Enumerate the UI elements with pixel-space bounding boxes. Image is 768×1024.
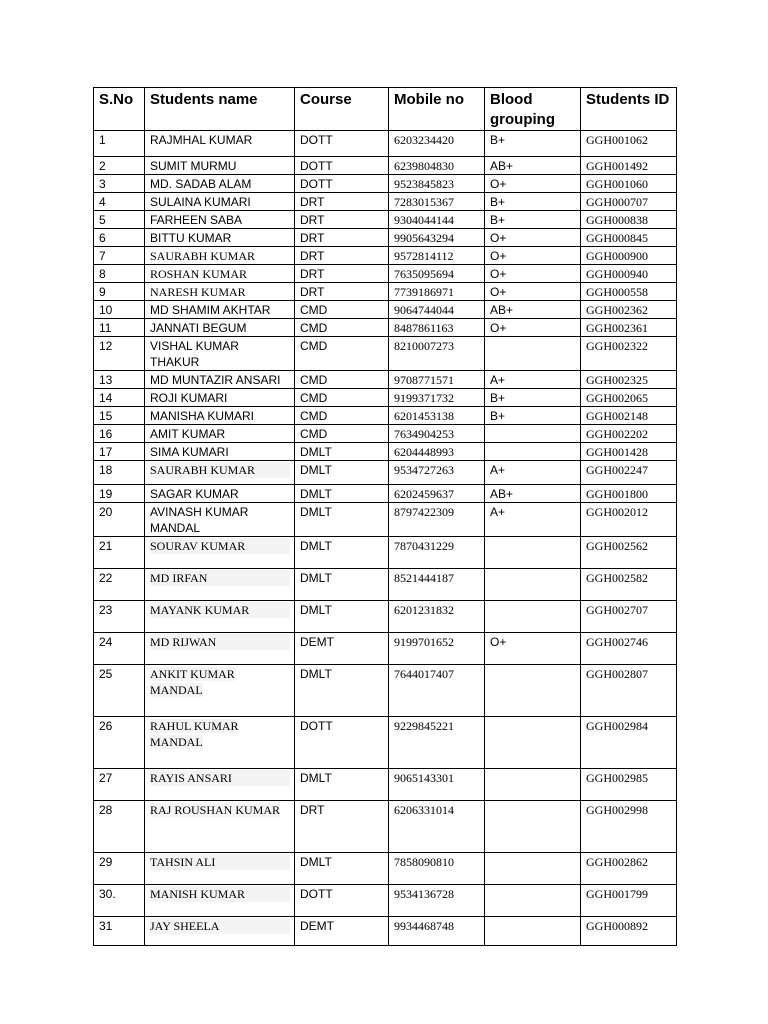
student-name-text: MD SHAMIM AKHTAR bbox=[150, 303, 271, 317]
header-students-id: Students ID bbox=[581, 88, 677, 131]
cell-course: DOTT bbox=[295, 157, 389, 175]
student-name-text: SAGAR KUMAR bbox=[150, 487, 239, 501]
cell-student-name bbox=[145, 537, 295, 569]
student-name-text: RAJ ROUSHAN KUMAR bbox=[150, 803, 281, 817]
cell-sno: 17 bbox=[94, 443, 145, 461]
cell-student-name bbox=[145, 131, 295, 157]
cell-sno: 12 bbox=[94, 337, 145, 371]
cell-student-name bbox=[145, 157, 295, 175]
cell-student-id: GGH001800 bbox=[581, 485, 677, 503]
cell-sno: 10 bbox=[94, 301, 145, 319]
cell-course: CMD bbox=[295, 319, 389, 337]
cell-course: DRT bbox=[295, 265, 389, 283]
cell-sno: 18 bbox=[94, 461, 145, 485]
cell-sno: 16 bbox=[94, 425, 145, 443]
cell-sno: 8 bbox=[94, 265, 145, 283]
cell-student-name bbox=[145, 443, 295, 461]
cell-mobile-no: 7858090810 bbox=[389, 853, 485, 885]
cell-blood-group: A+ bbox=[485, 371, 581, 389]
cell-sno: 20 bbox=[94, 503, 145, 537]
cell-student-name bbox=[145, 569, 295, 601]
cell-student-id: GGH002148 bbox=[581, 407, 677, 425]
cell-mobile-no: 7635095694 bbox=[389, 265, 485, 283]
cell-blood-group bbox=[485, 769, 581, 801]
cell-course: DOTT bbox=[295, 131, 389, 157]
cell-sno: 19 bbox=[94, 485, 145, 503]
table-row bbox=[94, 461, 677, 485]
cell-student-id: GGH002362 bbox=[581, 301, 677, 319]
cell-blood-group: B+ bbox=[485, 407, 581, 425]
cell-mobile-no: 9199701652 bbox=[389, 633, 485, 665]
table-row bbox=[94, 917, 677, 946]
cell-student-id: GGH002562 bbox=[581, 537, 677, 569]
table-row bbox=[94, 717, 677, 769]
student-name-text: JANNATI BEGUM bbox=[150, 321, 247, 335]
student-name-text: SAURABH KUMAR bbox=[150, 249, 256, 263]
table-row bbox=[94, 801, 677, 853]
table-row bbox=[94, 633, 677, 665]
cell-sno: 14 bbox=[94, 389, 145, 407]
cell-mobile-no: 7739186971 bbox=[389, 283, 485, 301]
table-row bbox=[94, 485, 677, 503]
table-row bbox=[94, 503, 677, 537]
cell-sno: 27 bbox=[94, 769, 145, 801]
cell-student-name bbox=[145, 211, 295, 229]
student-name-text: AVINASH KUMAR MANDAL bbox=[150, 505, 249, 535]
header-course: Course bbox=[295, 88, 389, 131]
cell-blood-group bbox=[485, 337, 581, 371]
cell-blood-group: A+ bbox=[485, 461, 581, 485]
cell-student-id: GGH002202 bbox=[581, 425, 677, 443]
cell-sno: 5 bbox=[94, 211, 145, 229]
cell-mobile-no: 6239804830 bbox=[389, 157, 485, 175]
cell-student-name bbox=[145, 247, 295, 265]
cell-mobile-no: 6204448993 bbox=[389, 443, 485, 461]
cell-course: DRT bbox=[295, 229, 389, 247]
cell-student-id: GGH001062 bbox=[581, 131, 677, 157]
student-name-text: MD MUNTAZIR ANSARI bbox=[150, 373, 281, 387]
cell-student-name bbox=[145, 503, 295, 537]
student-name-text: SAURABH KUMAR bbox=[150, 462, 290, 478]
cell-course: DOTT bbox=[295, 717, 389, 769]
table-row bbox=[94, 247, 677, 265]
table-row bbox=[94, 601, 677, 633]
table-row bbox=[94, 665, 677, 717]
cell-sno: 24 bbox=[94, 633, 145, 665]
cell-student-id: GGH000892 bbox=[581, 917, 677, 946]
cell-student-id: GGH000845 bbox=[581, 229, 677, 247]
student-name-text: SOURAV KUMAR bbox=[150, 538, 290, 554]
student-name-text: FARHEEN SABA bbox=[150, 213, 243, 227]
cell-sno: 1 bbox=[94, 131, 145, 157]
cell-student-id: GGH002998 bbox=[581, 801, 677, 853]
student-name-text: MANISH KUMAR bbox=[150, 886, 290, 902]
cell-course: DOTT bbox=[295, 175, 389, 193]
cell-mobile-no: 6206331014 bbox=[389, 801, 485, 853]
cell-student-id: GGH002807 bbox=[581, 665, 677, 717]
cell-student-name bbox=[145, 193, 295, 211]
student-name-text: VISHAL KUMAR THAKUR bbox=[150, 339, 239, 369]
cell-student-id: GGH002361 bbox=[581, 319, 677, 337]
cell-blood-group bbox=[485, 665, 581, 717]
table-row bbox=[94, 389, 677, 407]
cell-course: DMLT bbox=[295, 853, 389, 885]
students-table bbox=[93, 87, 677, 946]
cell-student-name bbox=[145, 665, 295, 717]
cell-course: DOTT bbox=[295, 885, 389, 917]
student-name-text: MD IRFAN bbox=[150, 570, 290, 586]
cell-mobile-no: 9304044144 bbox=[389, 211, 485, 229]
cell-mobile-no: 9064744044 bbox=[389, 301, 485, 319]
table-row bbox=[94, 425, 677, 443]
cell-mobile-no: 9065143301 bbox=[389, 769, 485, 801]
cell-student-name bbox=[145, 229, 295, 247]
cell-mobile-no: 6201453138 bbox=[389, 407, 485, 425]
cell-student-name bbox=[145, 425, 295, 443]
cell-blood-group: A+ bbox=[485, 503, 581, 537]
student-name-text: JAY SHEELA bbox=[150, 918, 290, 934]
cell-sno: 22 bbox=[94, 569, 145, 601]
cell-course: CMD bbox=[295, 301, 389, 319]
cell-student-name bbox=[145, 917, 295, 946]
cell-course: DMLT bbox=[295, 601, 389, 633]
cell-course: DMLT bbox=[295, 503, 389, 537]
cell-mobile-no: 7283015367 bbox=[389, 193, 485, 211]
cell-mobile-no: 6203234420 bbox=[389, 131, 485, 157]
table-row bbox=[94, 193, 677, 211]
header-blood-grouping: Blood grouping bbox=[485, 88, 581, 131]
cell-blood-group: B+ bbox=[485, 211, 581, 229]
cell-blood-group bbox=[485, 601, 581, 633]
student-name-text: ROJI KUMARI bbox=[150, 391, 228, 405]
table-row bbox=[94, 229, 677, 247]
cell-mobile-no: 8487861163 bbox=[389, 319, 485, 337]
cell-mobile-no: 9572814112 bbox=[389, 247, 485, 265]
cell-student-id: GGH002746 bbox=[581, 633, 677, 665]
cell-student-name bbox=[145, 319, 295, 337]
cell-mobile-no: 9229845221 bbox=[389, 717, 485, 769]
cell-blood-group: B+ bbox=[485, 389, 581, 407]
student-name-text: RAHUL KUMAR MANDAL bbox=[150, 719, 239, 749]
table-row bbox=[94, 569, 677, 601]
cell-student-name bbox=[145, 407, 295, 425]
cell-student-id: GGH002012 bbox=[581, 503, 677, 537]
header-sno: S.No bbox=[94, 88, 145, 131]
cell-blood-group: B+ bbox=[485, 131, 581, 157]
cell-mobile-no: 9905643294 bbox=[389, 229, 485, 247]
student-name-text: BITTU KUMAR bbox=[150, 231, 232, 245]
cell-blood-group: O+ bbox=[485, 229, 581, 247]
cell-course: DMLT bbox=[295, 537, 389, 569]
cell-blood-group: AB+ bbox=[485, 485, 581, 503]
cell-student-name bbox=[145, 485, 295, 503]
cell-blood-group: O+ bbox=[485, 283, 581, 301]
cell-student-id: GGH002862 bbox=[581, 853, 677, 885]
cell-sno: 2 bbox=[94, 157, 145, 175]
cell-student-name bbox=[145, 389, 295, 407]
cell-student-name bbox=[145, 885, 295, 917]
cell-student-name bbox=[145, 337, 295, 371]
student-name-text: ROSHAN KUMAR bbox=[150, 267, 248, 281]
cell-mobile-no: 8797422309 bbox=[389, 503, 485, 537]
table-row bbox=[94, 371, 677, 389]
cell-sno: 29 bbox=[94, 853, 145, 885]
cell-sno: 21 bbox=[94, 537, 145, 569]
cell-blood-group bbox=[485, 569, 581, 601]
cell-mobile-no: 9708771571 bbox=[389, 371, 485, 389]
cell-student-id: GGH002984 bbox=[581, 717, 677, 769]
cell-blood-group: AB+ bbox=[485, 157, 581, 175]
cell-course: DMLT bbox=[295, 443, 389, 461]
table-row bbox=[94, 407, 677, 425]
table-row bbox=[94, 319, 677, 337]
cell-student-id: GGH002247 bbox=[581, 461, 677, 485]
cell-mobile-no: 6202459637 bbox=[389, 485, 485, 503]
cell-student-name bbox=[145, 301, 295, 319]
cell-course: DMLT bbox=[295, 769, 389, 801]
cell-course: DRT bbox=[295, 193, 389, 211]
student-name-text: RAYIS ANSARI bbox=[150, 770, 290, 786]
cell-sno: 6 bbox=[94, 229, 145, 247]
cell-blood-group bbox=[485, 885, 581, 917]
student-name-text: MANISHA KUMARI bbox=[150, 409, 255, 423]
cell-blood-group: O+ bbox=[485, 319, 581, 337]
cell-mobile-no: 9523845823 bbox=[389, 175, 485, 193]
student-name-text: SULAINA KUMARI bbox=[150, 195, 251, 209]
cell-blood-group bbox=[485, 537, 581, 569]
cell-blood-group: O+ bbox=[485, 175, 581, 193]
cell-course: DMLT bbox=[295, 485, 389, 503]
cell-mobile-no: 8210007273 bbox=[389, 337, 485, 371]
cell-sno: 30. bbox=[94, 885, 145, 917]
cell-student-id: GGH002065 bbox=[581, 389, 677, 407]
cell-mobile-no: 9534727263 bbox=[389, 461, 485, 485]
cell-course: CMD bbox=[295, 389, 389, 407]
cell-student-id: GGH000940 bbox=[581, 265, 677, 283]
header-mobile-no: Mobile no bbox=[389, 88, 485, 131]
cell-student-id: GGH001799 bbox=[581, 885, 677, 917]
cell-student-id: GGH002322 bbox=[581, 337, 677, 371]
cell-sno: 25 bbox=[94, 665, 145, 717]
table-row bbox=[94, 283, 677, 301]
table-header-row bbox=[94, 88, 677, 131]
cell-mobile-no: 6201231832 bbox=[389, 601, 485, 633]
cell-sno: 11 bbox=[94, 319, 145, 337]
cell-blood-group: O+ bbox=[485, 633, 581, 665]
cell-mobile-no: 7634904253 bbox=[389, 425, 485, 443]
table-row bbox=[94, 337, 677, 371]
cell-blood-group: O+ bbox=[485, 247, 581, 265]
cell-student-id: GGH001060 bbox=[581, 175, 677, 193]
table-row bbox=[94, 301, 677, 319]
cell-student-id: GGH000838 bbox=[581, 211, 677, 229]
table-row bbox=[94, 537, 677, 569]
cell-student-name bbox=[145, 853, 295, 885]
cell-mobile-no: 7870431229 bbox=[389, 537, 485, 569]
cell-course: DRT bbox=[295, 247, 389, 265]
cell-student-name bbox=[145, 601, 295, 633]
student-name-text: MAYANK KUMAR bbox=[150, 602, 290, 618]
cell-course: DEMT bbox=[295, 917, 389, 946]
cell-student-name bbox=[145, 283, 295, 301]
cell-course: DRT bbox=[295, 283, 389, 301]
cell-course: DRT bbox=[295, 801, 389, 853]
cell-sno: 15 bbox=[94, 407, 145, 425]
student-name-text: MD. SADAB ALAM bbox=[150, 177, 252, 191]
cell-sno: 26 bbox=[94, 717, 145, 769]
cell-course: DMLT bbox=[295, 461, 389, 485]
cell-blood-group bbox=[485, 801, 581, 853]
table-row bbox=[94, 885, 677, 917]
table-row bbox=[94, 131, 677, 157]
cell-blood-group bbox=[485, 717, 581, 769]
cell-mobile-no: 9199371732 bbox=[389, 389, 485, 407]
cell-student-id: GGH001428 bbox=[581, 443, 677, 461]
cell-course: DRT bbox=[295, 211, 389, 229]
student-name-text: SUMIT MURMU bbox=[150, 159, 237, 173]
cell-sno: 28 bbox=[94, 801, 145, 853]
cell-student-id: GGH000900 bbox=[581, 247, 677, 265]
cell-student-name bbox=[145, 717, 295, 769]
cell-mobile-no: 9934468748 bbox=[389, 917, 485, 946]
cell-course: DEMT bbox=[295, 633, 389, 665]
cell-student-name bbox=[145, 371, 295, 389]
cell-student-name bbox=[145, 769, 295, 801]
cell-blood-group bbox=[485, 917, 581, 946]
student-name-text: SIMA KUMARI bbox=[150, 445, 229, 459]
cell-sno: 3 bbox=[94, 175, 145, 193]
cell-course: CMD bbox=[295, 337, 389, 371]
cell-student-name bbox=[145, 461, 295, 485]
cell-mobile-no: 7644017407 bbox=[389, 665, 485, 717]
cell-student-name bbox=[145, 801, 295, 853]
cell-student-id: GGH000558 bbox=[581, 283, 677, 301]
student-name-text: RAJMHAL KUMAR bbox=[150, 133, 253, 147]
table-row bbox=[94, 265, 677, 283]
cell-course: DMLT bbox=[295, 665, 389, 717]
cell-student-id: GGH002582 bbox=[581, 569, 677, 601]
cell-sno: 23 bbox=[94, 601, 145, 633]
table-row bbox=[94, 157, 677, 175]
cell-mobile-no: 9534136728 bbox=[389, 885, 485, 917]
cell-course: CMD bbox=[295, 425, 389, 443]
cell-mobile-no: 8521444187 bbox=[389, 569, 485, 601]
cell-student-name bbox=[145, 633, 295, 665]
student-name-text: AMIT KUMAR bbox=[150, 427, 226, 441]
cell-sno: 4 bbox=[94, 193, 145, 211]
cell-blood-group bbox=[485, 425, 581, 443]
header-students-name: Students name bbox=[145, 88, 295, 131]
student-name-text: TAHSIN ALI bbox=[150, 854, 290, 870]
cell-sno: 13 bbox=[94, 371, 145, 389]
cell-blood-group: AB+ bbox=[485, 301, 581, 319]
student-name-text: NARESH KUMAR bbox=[150, 285, 246, 299]
cell-sno: 31 bbox=[94, 917, 145, 946]
cell-student-id: GGH002325 bbox=[581, 371, 677, 389]
cell-student-id: GGH002707 bbox=[581, 601, 677, 633]
cell-student-id: GGH000707 bbox=[581, 193, 677, 211]
cell-student-id: GGH001492 bbox=[581, 157, 677, 175]
table-row bbox=[94, 211, 677, 229]
table-row bbox=[94, 853, 677, 885]
cell-blood-group: O+ bbox=[485, 265, 581, 283]
table-row bbox=[94, 769, 677, 801]
student-name-text: MD RIJWAN bbox=[150, 634, 290, 650]
cell-sno: 7 bbox=[94, 247, 145, 265]
cell-course: CMD bbox=[295, 371, 389, 389]
cell-student-id: GGH002985 bbox=[581, 769, 677, 801]
cell-blood-group bbox=[485, 853, 581, 885]
table-row bbox=[94, 175, 677, 193]
cell-student-name bbox=[145, 265, 295, 283]
cell-course: CMD bbox=[295, 407, 389, 425]
cell-course: DMLT bbox=[295, 569, 389, 601]
cell-blood-group bbox=[485, 443, 581, 461]
student-name-text: ANKIT KUMAR MANDAL bbox=[150, 667, 235, 697]
cell-blood-group: B+ bbox=[485, 193, 581, 211]
table-row bbox=[94, 443, 677, 461]
cell-sno: 9 bbox=[94, 283, 145, 301]
cell-student-name bbox=[145, 175, 295, 193]
